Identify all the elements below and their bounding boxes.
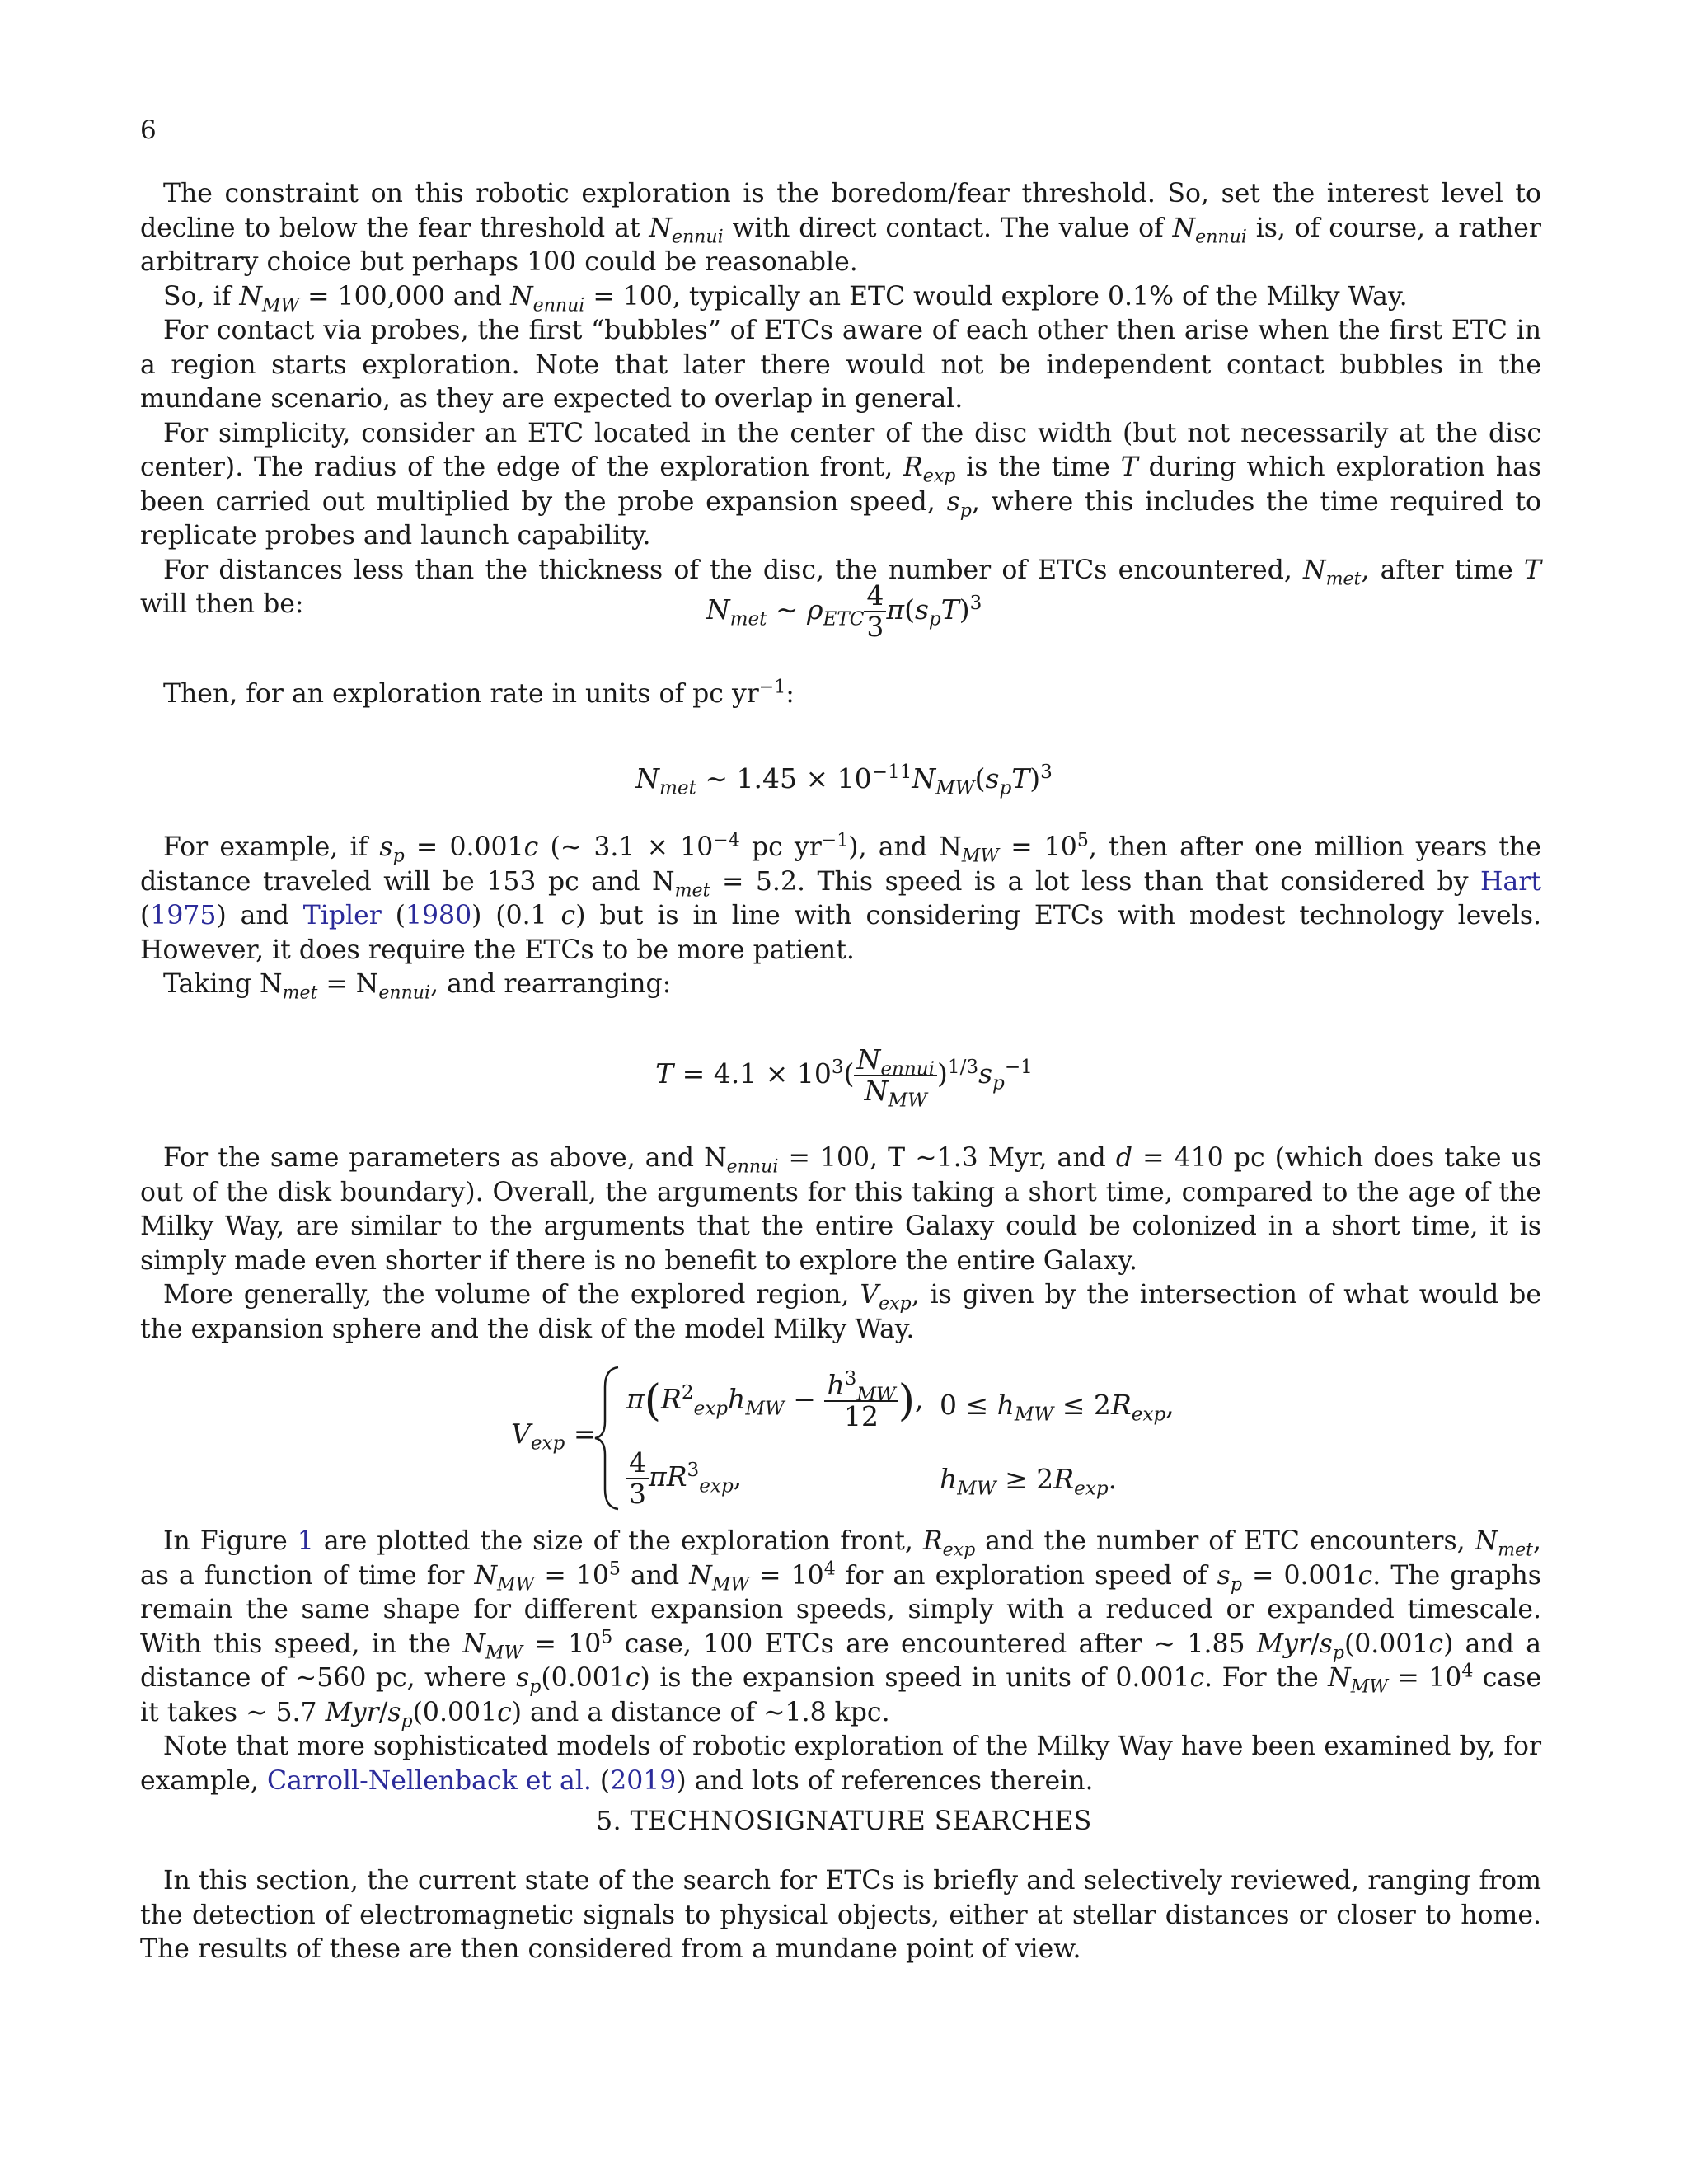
paragraph: For contact via probes, the first “bubbles” of ETCs aware of each other then arise when the first ETC in a region starts exploration. Note that later there would not be independent contact bubbles in the mundane scenario, as they are expected to overlap in general. (140, 316, 1541, 414)
text-block-1 (140, 177, 1541, 622)
text-block-5 (140, 1525, 1541, 1798)
left-brace (593, 1364, 623, 1512)
citation-hart-year[interactable]: 1975 (150, 901, 217, 930)
equation-volume-cases: $V_{exp}$ = $\pi(R^2_{exp}h_{MW}$ − $\frac{h^3_{MW}}{12}$ ), $0 \le h_{MW} \le 2R_{exp}$, $\frac{4}{3}$ $\pi R^3_{exp}$, $h_{MW} \ge 2R_{exp}$. (511, 1364, 1253, 1512)
citation-carroll-year[interactable]: 2019 (610, 1765, 677, 1796)
paragraph: In this section, the current state of the search for ETCs is briefly and selectively reviewed, ranging from the detection of electromagnetic signals to physical objects, either at stellar distances or closer to home. The results of these are then considered from a mundane point of view. (140, 1866, 1541, 1964)
citation-carroll[interactable]: Carroll-Nellenback et al. (266, 1765, 592, 1796)
text-block-4 (140, 1141, 1541, 1347)
paragraph: The constraint on this robotic exploration is the boredom/fear threshold. So, set the interest level to decline to below the fear threshold at $N_{ennui}$ with direct contact. The value of $N_{ennui}$ is, of course, a rather arbitrary choice but perhaps 100 could be reasonable. (140, 179, 1541, 277)
paragraph: For example, if $s_p = 0.001c$ (∼ $3.1 \times 10^{-4}$ pc $yr^{-1}$), and $N_{MW} = 10^5$, then after one million years the distance traveled will be 153 pc and $N_{met} = 5.2$. This speed is a lot less than that considered by Hart (1975) and Tipler (1980) (0.1 c) but is in line with considering ETCs with modest technology levels. However, it does require the ETCs to be more patient. (140, 830, 1541, 965)
paragraph: Taking $N_{met} = N_{ennui}$, and rearranging: (163, 969, 672, 1004)
citation-tipler-year[interactable]: 1980 (405, 901, 472, 930)
figure-link[interactable]: 1 (297, 1526, 314, 1556)
text-block-2 (140, 677, 1541, 712)
paragraph: Note that more sophisticated models of robotic exploration of the Milky Way have been examined by, for example, Carroll-Nellenback et al. (2019) and lots of references therein. (140, 1732, 1541, 1796)
section-heading: 5. TECHNOSIGNATURE SEARCHES (596, 1807, 1092, 1836)
paragraph: For simplicity, consider an ETC located in the center of the disc width (but not necessarily at the disc center). The radius of the edge of the exploration front, $R_{exp}$ is the time T during which exploration has been carried out multiplied by the probe expansion speed, $s_p$, where this includes the time required to replicate probes and launch capability. (140, 418, 1542, 551)
text-block-3 (140, 831, 1541, 1002)
paragraph: For distances less than the thickness of the disc, the number of ETCs encountered, $N_{met}$, after time T will then be: (140, 555, 1542, 619)
equation-nmet-density: $N_{met}$ ∼ $\rho_{ETC}$ $\frac{4}{3}$ $\pi(s_pT)^3$ (706, 579, 982, 643)
page-number: 6 (140, 115, 157, 145)
equation-time: $T = 4.1 \times 10^3$( $\frac{N_{ennui}}{N_{MW}}$ )$^{1/3}s_p^{-1}$ (655, 1043, 1033, 1112)
citation-hart[interactable]: Hart (1480, 866, 1541, 897)
paragraph: More generally, the volume of the explored region, $V_{exp}$, is given by the intersection of what would be the expansion sphere and the disk of the model Milky Way. (140, 1280, 1541, 1344)
paragraph: For the same parameters as above, and $N_{ennui} = 100$, T ∼1.3 Myr, and d = 410 pc (which does take us out of the disk boundary). Overall, the arguments for this taking a short time, compared to the age of the Milky Way, are similar to the arguments that the entire Galaxy could be colonized in a short time, it is simply made even shorter if there is no benefit to explore the entire Galaxy. (140, 1143, 1542, 1276)
equation-nmet-rate: $N_{met}$ ∼ $1.45 \times 10^{-11}N_{MW}(s_pT)^3$ (635, 762, 1053, 799)
paragraph: So, if $N_{MW} = 100,000$ and $N_{ennui} = 100$, typically an ETC would explore 0.1% of the Milky Way. (163, 281, 1408, 316)
citation-tipler[interactable]: Tipler (302, 901, 382, 930)
paragraph: In Figure 1 are plotted the size of the exploration front, $R_{exp}$ and the number of ETC encounters, $N_{met}$, as a function of time for $N_{MW} = 10^5$ and $N_{MW} = 10^4$ for an exploration speed of $s_p = 0.001c$. The graphs remain the same shape for different expansion speeds, simply with a reduced or expanded timescale. With this speed, in the $N_{MW} = 10^5$ case, 100 ETCs are encountered after ∼ 1.85 Myr/$s_p(0.001c)$ and a distance of ∼560 pc, where $s_p(0.001c)$ is the expansion speed in units of 0.001c. For the $N_{MW} = 10^4$ case it takes ∼ 5.7 Myr/$s_p(0.001c)$ and a distance of ∼1.8 kpc. (140, 1526, 1542, 1732)
paragraph: Then, for an exploration rate in units of pc $yr^{-1}$: (163, 677, 795, 709)
text-block-6 (140, 1864, 1541, 1967)
